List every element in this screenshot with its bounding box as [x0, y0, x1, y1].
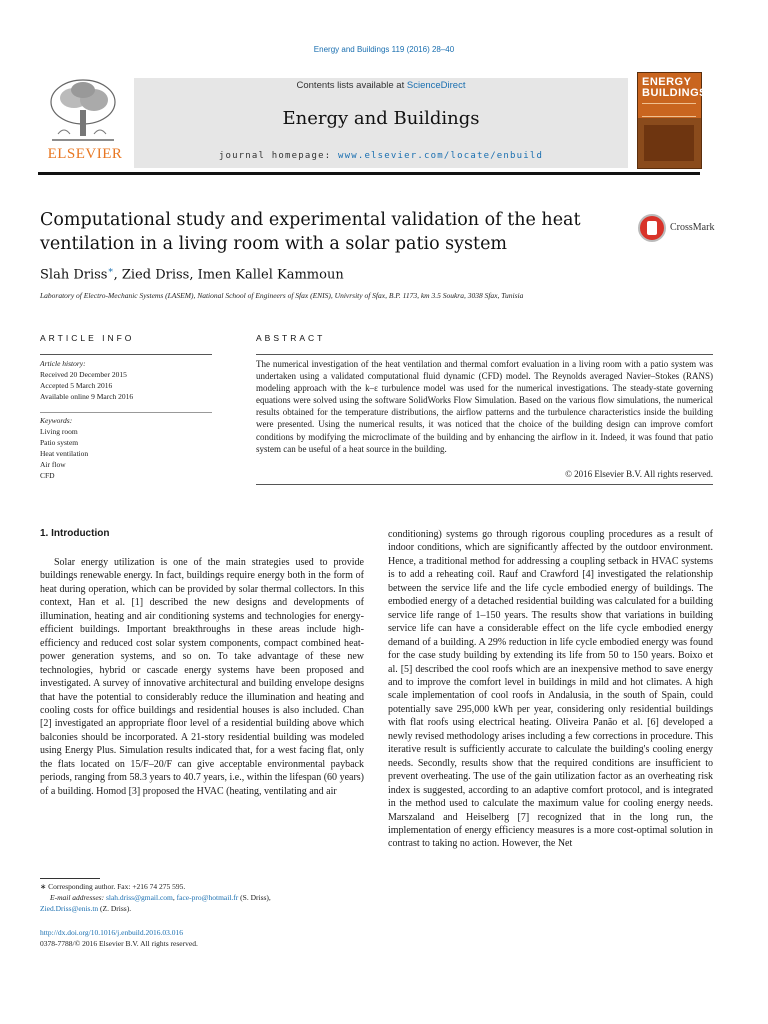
journal-reference[interactable]: Energy and Buildings 119 (2016) 28–40 — [313, 45, 455, 54]
abstract-heading: ABSTRACT — [256, 333, 326, 343]
email-link-2[interactable]: face-pro@hotmail.fr — [176, 893, 239, 902]
email-label: E-mail addresses: — [50, 893, 105, 902]
paper-title — [40, 208, 600, 256]
issn-line: 0378-7788/© 2016 Elsevier B.V. All rights reserved. — [40, 939, 198, 948]
authors-rest: , Zied Driss, Imen Kallel Kammoun — [113, 267, 344, 283]
keyword-item: Air flow — [40, 460, 66, 469]
keywords-rule — [40, 412, 212, 413]
crossmark-badge[interactable] — [638, 214, 728, 244]
crossmark-label: CrossMark — [670, 222, 715, 233]
contents-prefix: Contents lists available at — [296, 80, 407, 91]
footnote-rule — [40, 878, 100, 879]
keywords — [40, 415, 88, 481]
homepage-line — [134, 151, 628, 161]
title-line-2: ventilation in a living room with a solar patio system — [40, 234, 508, 254]
history-received: Received 20 December 2015 — [40, 370, 127, 379]
corresponding-author-mark[interactable]: ∗ — [107, 266, 114, 276]
history-online: Available online 9 March 2016 — [40, 392, 134, 401]
doi-block — [40, 927, 198, 949]
crossmark-icon — [638, 214, 666, 242]
email-suffix-2: (Z. Driss). — [98, 904, 132, 913]
body-column-right: conditioning) systems go through rigorous coupling procedures as a result of indoor conditions, which are significantly affected by the outdoor environment. Hence, a traditional method for addressing a coupling setback in HVAC systems is to add a reheating coil. Rauf and Crawford [4] investigated the relationship between the service life and the life cycle embodied energy of buildings. The embodied energy of a detached residential building was calculated for a building service life range of 1–150 years. The results show that variations in building service life can have a considerable effect on the life cycle embodied energy demand of a building. A 29% reduction in life cycle embodied energy was found for the case study building by extending its life from 50 to 150 years. Boixo et al. [5] described the cool roofs which are an inexpensive method to save energy and to improve the comfort level in buildings in mild and hot climates. A high scale implementation of cool roofs in Andalusia, in the south of Spain, could potentially save 295,000 kWh per year, considering only residential buildings with flat roofs using electrical heating. Oliveira Panão et al. [6] developed a newly revised methodology arises including a few corrections in procedure. This iterative result is sufficiently accurate to calculate the building's cooling energy needs. Secondly, results show that the required conditions are insufficient to prevent overheating. The use of the gain utilization factor as an overheating risk index is suggested, according to an adaptive comfort protocol, and is integrated in the method used to calculate the maximum value for cooling energy needs. Marszaland and Heiselberg [7] recognized that in the long run, the implementation of energy efficiency measures is a more cost-optimal solution in contrast to taking no action. However, the Net — [388, 529, 713, 850]
elsevier-wordmark: ELSEVIER — [47, 146, 123, 162]
cover-title: ENERGY BUILDINGS — [642, 76, 707, 99]
article-info-heading: ARTICLE INFO — [40, 333, 135, 343]
body-column-left: Solar energy utilization is one of the main strategies used to provide buildings renewable energy. In fact, buildings require energy both in the form of heat during operation, which can be provided by solar thermal collectors. In this context, Han et al. [1] described the new designs and developments of illumination, heating and air conditioning systems and technologies for energy-efficient buildings. Important breakthroughs in these areas include high-efficiency and reduced cost solar system components, compact combined heat-power generation systems, and so on. To take advantage of these new technologies, hybrid or cascade energy systems have been proposed and investigated. A survey of innovative architectural and building envelope designs that have the potential to considerably reduce the illumination and heating and cooling costs for office buildings and residential houses is also included. Chan [2] investigated an appropriate floor level of a residential building above which balconies should be incorporated. A 21-story residential building was modeled using Energy Plus. Simulation results indicated that, for a west facing flat, only the flats located on 15/F–20/F can give acceptable environmental payback periods, ranging from 58.3 years to 40.7 years, i.e., within the lifespan (60 years) of a building. Homod [3] proposed the HVAC (heating, ventilating and air — [40, 557, 364, 797]
keyword-item: Heat ventilation — [40, 449, 89, 458]
email-link-1[interactable]: slah.driss@gmail.com — [105, 893, 173, 902]
keyword-item: Living room — [40, 427, 78, 436]
contents-line — [134, 80, 628, 91]
journal-cover-thumbnail[interactable] — [637, 72, 707, 169]
footnotes: ∗ Corresponding author. Fax: +216 74 275 595. E-mail addresses: slah.driss@gmail.com, face-pro@hotmail.fr (S. Driss), Zied.Driss@enis.tn (Z. Driss). — [40, 881, 370, 914]
keywords-label: Keywords: — [40, 416, 73, 425]
article-info-rule — [40, 354, 212, 355]
email-suffix-1: (S. Driss), — [238, 893, 271, 902]
sciencedirect-link[interactable]: ScienceDirect — [406, 80, 466, 91]
author-first: Slah Driss — [40, 267, 108, 283]
doi-link[interactable]: http://dx.doi.org/10.1016/j.enbuild.2016.03.016 — [40, 928, 183, 937]
introduction-heading: 1. Introduction — [40, 528, 110, 539]
abstract-copyright: © 2016 Elsevier B.V. All rights reserved. — [565, 469, 713, 479]
title-line-1: Computational study and experimental validation of the heat — [40, 210, 581, 230]
abstract-text: The numerical investigation of the heat ventilation and thermal comfort evaluation in a living room with a patio system was undertaken using a validated computational fluid dynamic (CFD) model. The Reynolds averaged Navier–Stokes (RANS) modeling approach with the k–ε turbulence model was used for the numerical investigations. The steady-state governing equations were solved using the software SolidWorks Flow Simulation. Based on the various flow simulations, the numerical results obtained for the temperature distributions, the airflow patterns and the turbulence characteristics inside the building were presented. Using the numerical results, it was noticed that the choice of the building design can improve comfort conditions by modifying the microclimate of the building and by enhancing the airflow in it. Indeed, it was found that patio system can be useful of a heat source in the building. — [256, 359, 713, 454]
keyword-item: CFD — [40, 471, 55, 480]
elsevier-logo — [38, 72, 132, 170]
journal-title: Energy and Buildings — [282, 108, 480, 129]
history-label: Article history: — [40, 359, 86, 368]
email-link-3[interactable]: Zied.Driss@enis.tn — [40, 904, 99, 913]
affiliation: Laboratory of Electro-Mechanic Systems (LASEM), National School of Engineers of Sfax (ENIS), Univrsity of Sfax, B.P. 1173, km 3.5 Soukra, 3038 Sfax, Tunisia — [40, 291, 524, 300]
homepage-prefix: journal homepage: — [218, 151, 338, 161]
abstract-rule-top — [256, 354, 713, 355]
elsevier-tree-icon — [44, 76, 122, 146]
keyword-item: Patio system — [40, 438, 79, 447]
abstract-rule-bottom — [256, 484, 713, 485]
history-accepted: Accepted 5 March 2016 — [40, 381, 113, 390]
header-rule — [38, 172, 700, 175]
authors — [40, 266, 344, 282]
homepage-link[interactable]: www.elsevier.com/locate/enbuild — [337, 151, 544, 161]
footnote-corresponding: ∗ Corresponding author. Fax: +216 74 275 595. — [40, 882, 186, 891]
article-history — [40, 358, 133, 402]
